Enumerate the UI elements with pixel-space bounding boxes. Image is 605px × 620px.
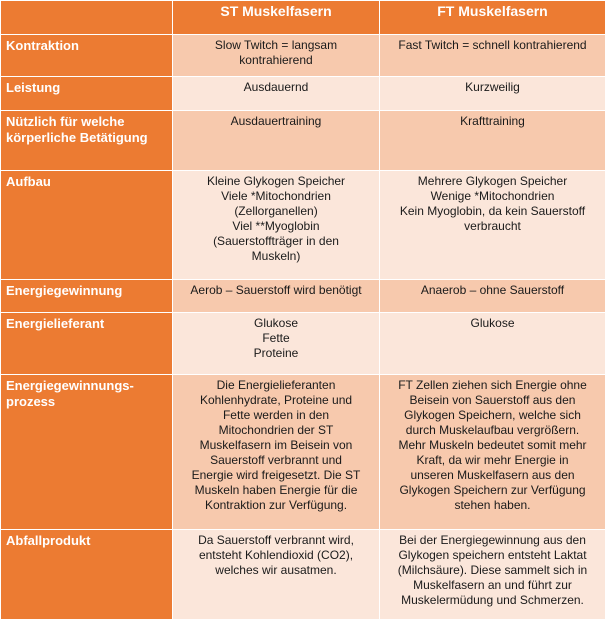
ft-cell: Anaerob – ohne Sauerstoff — [380, 280, 605, 313]
row-label: Aufbau — [1, 171, 173, 280]
ft-cell: Mehrere Glykogen Speicher Wenige *Mitochondrien Kein Myoglobin, da kein Sauerstoff verbraucht — [380, 171, 605, 280]
ft-cell: Kurzweilig — [380, 77, 605, 111]
ft-cell: Krafttraining — [380, 111, 605, 171]
table-row-kontraktion — [1, 35, 605, 77]
table-row-betaetigung — [1, 111, 605, 171]
st-cell: Slow Twitch = langsam kontrahierend — [173, 35, 380, 77]
row-label: Kontraktion — [1, 35, 173, 77]
ft-cell: Fast Twitch = schnell kontrahierend — [380, 35, 605, 77]
row-label: Abfallprodukt — [1, 530, 173, 620]
st-cell: Ausdauertraining — [173, 111, 380, 171]
row-label: Energiegewinnung — [1, 280, 173, 313]
header-row — [1, 1, 605, 35]
row-label: Energielieferant — [1, 313, 173, 375]
ft-cell: Bei der Energiegewinnung aus den Glykogen speichern entsteht Laktat (Milchsäure). Diese sammelt sich in Muskelfasern an und führt zur Muskelermüdung und Schmerzen. — [380, 530, 605, 620]
row-label: Energiegewinnungs- prozess — [1, 375, 173, 530]
table-row-aufbau — [1, 171, 605, 280]
st-cell: Aerob – Sauerstoff wird benötigt — [173, 280, 380, 313]
row-label: Nützlich für welche körperliche Betätigung — [1, 111, 173, 171]
header-corner-cell — [1, 1, 173, 35]
header-st-muskelfasern: ST Muskelfasern — [173, 1, 380, 35]
table-row-energiegewinnung — [1, 280, 605, 313]
header-ft-muskelfasern: FT Muskelfasern — [380, 1, 605, 35]
st-cell: Da Sauerstoff verbrannt wird, entsteht Kohlendioxid (CO2), welches wir ausatmen. — [173, 530, 380, 620]
ft-cell: FT Zellen ziehen sich Energie ohne Beisein von Sauerstoff aus den Glykogen Speichern, welche sich durch Muskelaufbau vergrößern. Mehr Muskeln bedeutet somit mehr Kraft, da wir mehr Energie in unseren Muskelfasern aus den Glykogen Speichern zur Verfügung stehen haben. — [380, 375, 605, 530]
st-cell: Glukose Fette Proteine — [173, 313, 380, 375]
ft-cell: Glukose — [380, 313, 605, 375]
st-cell: Ausdauernd — [173, 77, 380, 111]
table-row-leistung — [1, 77, 605, 111]
table-row-abfallprodukt — [1, 530, 605, 620]
st-cell: Die Energielieferanten Kohlenhydrate, Proteine und Fette werden in den Mitochondrien der ST Muskelfasern im Beisein von Sauerstoff verbrannt und Energie wird freigesetzt. Die ST Muskeln haben Energie für die Kontraktion zur Verfügung. — [173, 375, 380, 530]
st-cell: Kleine Glykogen Speicher Viele *Mitochondrien (Zellorganellen) Viel **Myoglobin (Sauerstoffträger in den Muskeln) — [173, 171, 380, 280]
table-row-energielieferant — [1, 313, 605, 375]
table-row-energiegewinnungsprozess — [1, 375, 605, 530]
row-label: Leistung — [1, 77, 173, 111]
